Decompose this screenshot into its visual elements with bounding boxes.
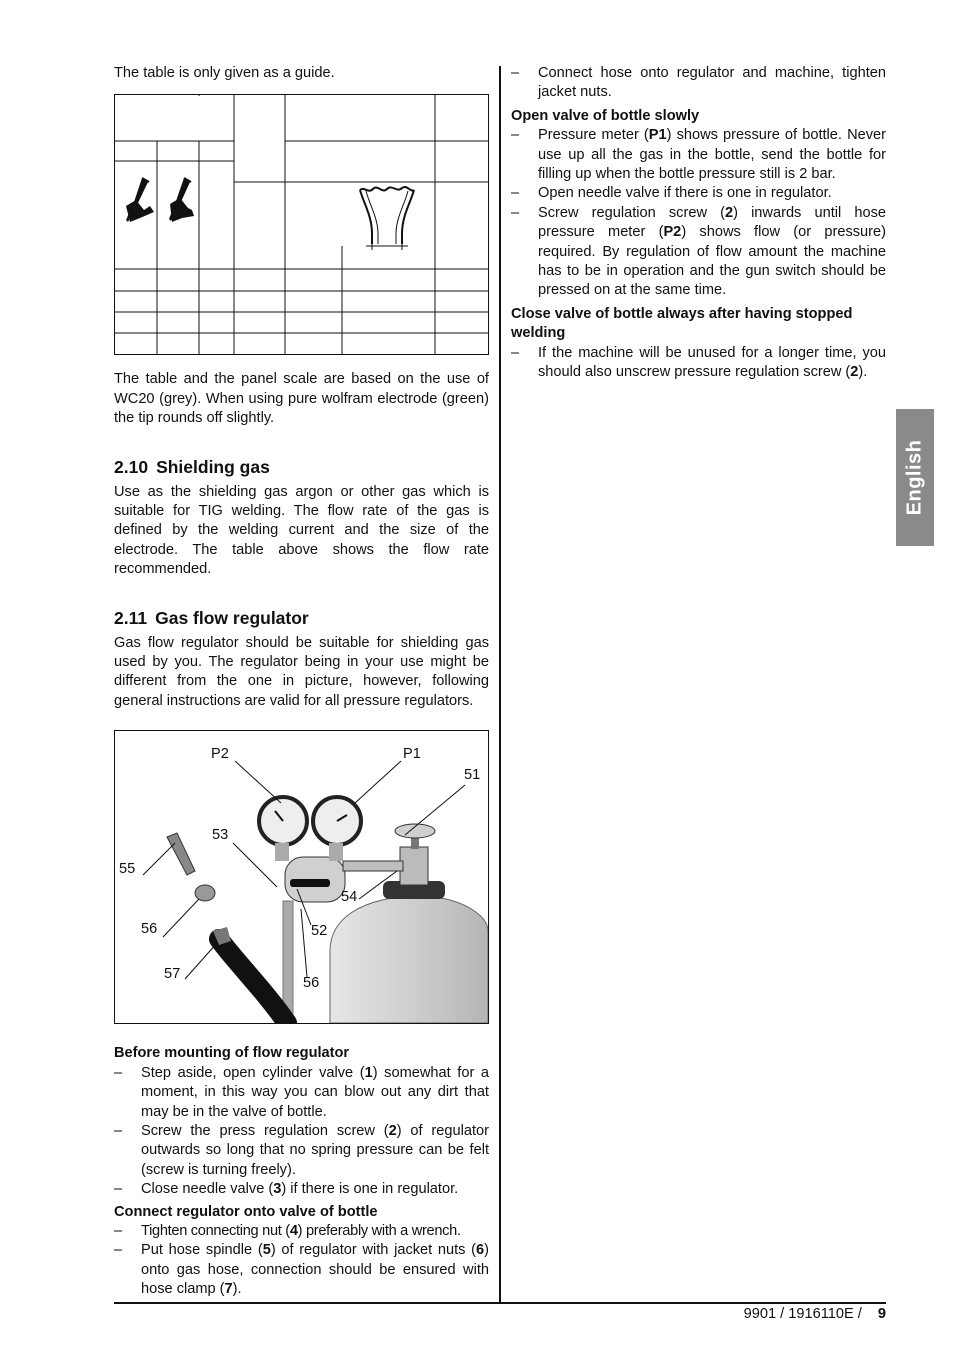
list-item-text: Connect hose onto regulator and machine, tighten jacket nuts. — [538, 65, 886, 101]
list-item: – Pressure meter (P1) shows pressure of bottle. Never use up all the gas in the bottle, send the bottle for filling up when the bottle pressure still is 2 bar. — [511, 127, 886, 183]
close-valve-heading: Close valve of bottle always after having stopped welding — [511, 305, 853, 342]
doc-code: 9901 / 1916110E / — [743, 1306, 862, 1322]
page-footer — [744, 1306, 886, 1322]
list-dash: – — [511, 344, 520, 361]
label-55: 55 — [119, 861, 136, 878]
page-number: 9 — [877, 1306, 886, 1322]
connect-regulator-block — [114, 1203, 489, 1300]
connect-regulator-heading: Connect regulator onto valve of bottle — [114, 1203, 378, 1220]
jacket-nut — [195, 885, 215, 901]
section-body: Use as the shielding gas argon or other gas which is suitable for TIG welding. The flow rate of the gas is defined by the welding current and the size of the electrode. The table above shows the flow rate recommended. — [114, 483, 489, 578]
section-title: Gas flow regulator — [155, 607, 309, 628]
open-valve-heading: Open valve of bottle slowly — [511, 107, 700, 124]
list-item: – Screw the press regulation screw (2) of regulator outwards so long that no spring pressure can be felt (screw is turning freely). — [114, 1122, 489, 1178]
language-tab — [896, 409, 934, 546]
section-body: Gas flow regulator should be suitable for shielding gas used by you. The regulator being in your use might be different from the one in picture, however, following general instructions are valid for all pressure regulators. — [114, 634, 489, 709]
label-p1: P1 — [403, 746, 421, 763]
list-item: – Screw regulation screw (2) inwards until hose pressure meter (P2) shows flow (or pressure) required. By regulation of flow amount the machine has to be in operation and the gun switch should be pressed on at the same time. — [511, 204, 887, 299]
label-57: 57 — [164, 966, 181, 983]
guide-text: The table is only given as a guide. — [114, 65, 335, 81]
label-56-stem: 56 — [303, 975, 320, 992]
column-divider — [499, 66, 501, 1304]
list-dash: – — [511, 204, 520, 221]
section-heading — [114, 456, 489, 478]
electrode-rounded-tip-icon — [360, 187, 414, 250]
list-item: – Put hose spindle (5) of regulator with jacket nuts (6) onto gas hose, connection should be ensured with hose clamp (7). — [114, 1242, 489, 1298]
list-item: – Close needle valve (3) if there is one in regulator. — [114, 1180, 489, 1199]
label-51: 51 — [464, 767, 481, 784]
section-number: 2.10 — [114, 456, 149, 477]
electrode-table — [114, 94, 489, 355]
electrode-table-grid — [114, 94, 489, 355]
section-number: 2.11 — [114, 607, 148, 628]
hose-spindle — [167, 833, 195, 875]
electrode-tip-icon-2 — [169, 178, 194, 222]
open-valve-block — [511, 107, 886, 301]
list-dash: – — [114, 1064, 123, 1081]
section-gas-flow-regulator — [114, 607, 489, 712]
gas-hose — [219, 939, 287, 1023]
list-dash: – — [511, 65, 520, 81]
label-53: 53 — [212, 827, 229, 844]
list-item — [511, 64, 886, 103]
list-dash: – — [114, 1181, 123, 1198]
label-56-nut: 56 — [141, 921, 158, 938]
list-dash: – — [511, 127, 520, 144]
list-item: – Open needle valve if there is one in regulator. — [511, 184, 886, 203]
footer-rule — [114, 1302, 886, 1304]
electrode-tip-icon-1 — [126, 178, 154, 222]
regulator-figure — [114, 730, 489, 1024]
right-column — [511, 64, 886, 383]
section-title: Shielding gas — [156, 456, 270, 477]
list-dash: – — [114, 1122, 123, 1139]
section-shielding-gas — [114, 456, 489, 580]
list-dash: – — [114, 1222, 122, 1239]
table-note: The table and the panel scale are based on the use of WC20 (grey). When using pure wolfram electrode (green) the tip rounds off slightly. — [114, 371, 489, 427]
left-column — [114, 64, 489, 1300]
list-item: – Step aside, open cylinder valve (1) somewhat for a moment, in this way you can blow out any dirt that may be in the valve of bottle. — [114, 1064, 490, 1120]
list-dash: – — [114, 1242, 123, 1259]
label-52: 52 — [311, 923, 328, 940]
before-mounting-heading: Before mounting of flow regulator — [114, 1045, 350, 1062]
label-p2: P2 — [211, 746, 229, 763]
list-item: – If the machine will be unused for a longer time, you should also unscrew pressure regulation screw (2). — [511, 344, 886, 381]
close-valve-block — [511, 305, 886, 383]
before-mounting-block — [114, 1044, 489, 1199]
language-tab-label: English — [903, 439, 926, 516]
gas-bottle — [330, 897, 488, 1023]
section-heading — [114, 607, 489, 629]
list-item: – Tighten connecting nut (4) preferably with a wrench. — [114, 1222, 489, 1241]
label-54: 54 — [341, 889, 358, 906]
list-dash: – — [511, 185, 520, 202]
